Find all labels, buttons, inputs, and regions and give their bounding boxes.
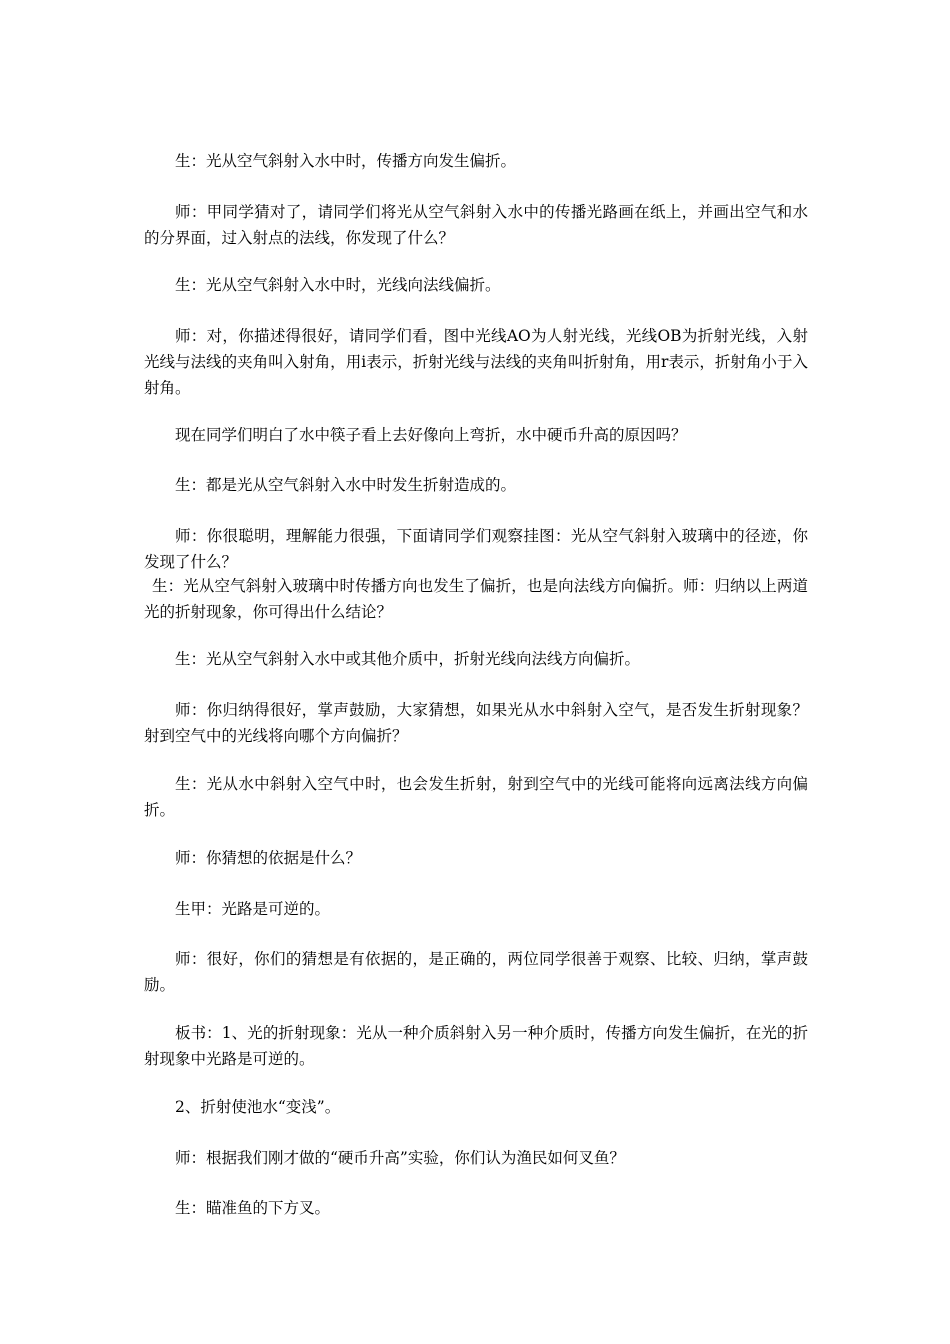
paragraph-14: 师：很好，你们的猜想是有依据的，是正确的，两位同学很善于观察、比较、归纳，掌声鼓励。 <box>144 950 808 994</box>
paragraph-7: 师：你很聪明，理解能力很强，下面请同学们观察挂图：光从空气斜射入玻璃中的径迹，你发现了什么？ <box>144 527 808 571</box>
paragraph-1: 生：光从空气斜射入水中时，传播方向发生偏折。 <box>175 152 517 170</box>
paragraph-15: 板书：1、光的折射现象：光从一种介质斜射入另一种介质时，传播方向发生偏折，在光的折射现象中光路是可逆的。 <box>144 1024 808 1068</box>
paragraph-4: 师：对，你描述得很好，请同学们看，图中光线AO为人射光线，光线OB为折射光线，入射光线与法线的夹角叫入射角，用i表示，折射光线与法线的夹角叫折射角，用r表示，折射角小于入射角。 <box>144 327 808 397</box>
paragraph-11: 生：光从水中斜射入空气中时，也会发生折射，射到空气中的光线可能将向远离法线方向偏折。 <box>144 775 808 819</box>
paragraph-18: 生：瞄准鱼的下方叉。 <box>175 1199 331 1217</box>
paragraph-3: 生：光从空气斜射入水中时，光线向法线偏折。 <box>175 276 501 294</box>
paragraph-5: 现在同学们明白了水中筷子看上去好像向上弯折，水中硬币升高的原因吗？ <box>175 426 687 444</box>
paragraph-9: 生：光从空气斜射入水中或其他介质中，折射光线向法线方向偏折。 <box>175 650 641 668</box>
paragraph-10: 师：你归纳得很好，掌声鼓励，大家猜想，如果光从水中斜射入空气，是否发生折射现象？射到空气中的光线将向哪个方向偏折？ <box>144 701 808 745</box>
paragraph-8: 生：光从空气斜射入玻璃中时传播方向也发生了偏折，也是向法线方向偏折。师：归纳以上两道光的折射现象，你可得出什么结论？ <box>144 577 808 621</box>
paragraph-16: 2、折射使池水“变浅”。 <box>175 1098 341 1116</box>
paragraph-17: 师：根据我们刚才做的“硬币升高”实验，你们认为渔民如何叉鱼？ <box>175 1149 625 1167</box>
paragraph-2: 师：甲同学猜对了，请同学们将光从空气斜射入水中的传播光路画在纸上，并画出空气和水的分界面，过入射点的法线，你发现了什么？ <box>144 203 808 247</box>
paragraph-6: 生：都是光从空气斜射入水中时发生折射造成的。 <box>175 476 517 494</box>
paragraph-12: 师：你猜想的依据是什么？ <box>175 849 362 867</box>
paragraph-13: 生甲：光路是可逆的。 <box>175 900 331 918</box>
